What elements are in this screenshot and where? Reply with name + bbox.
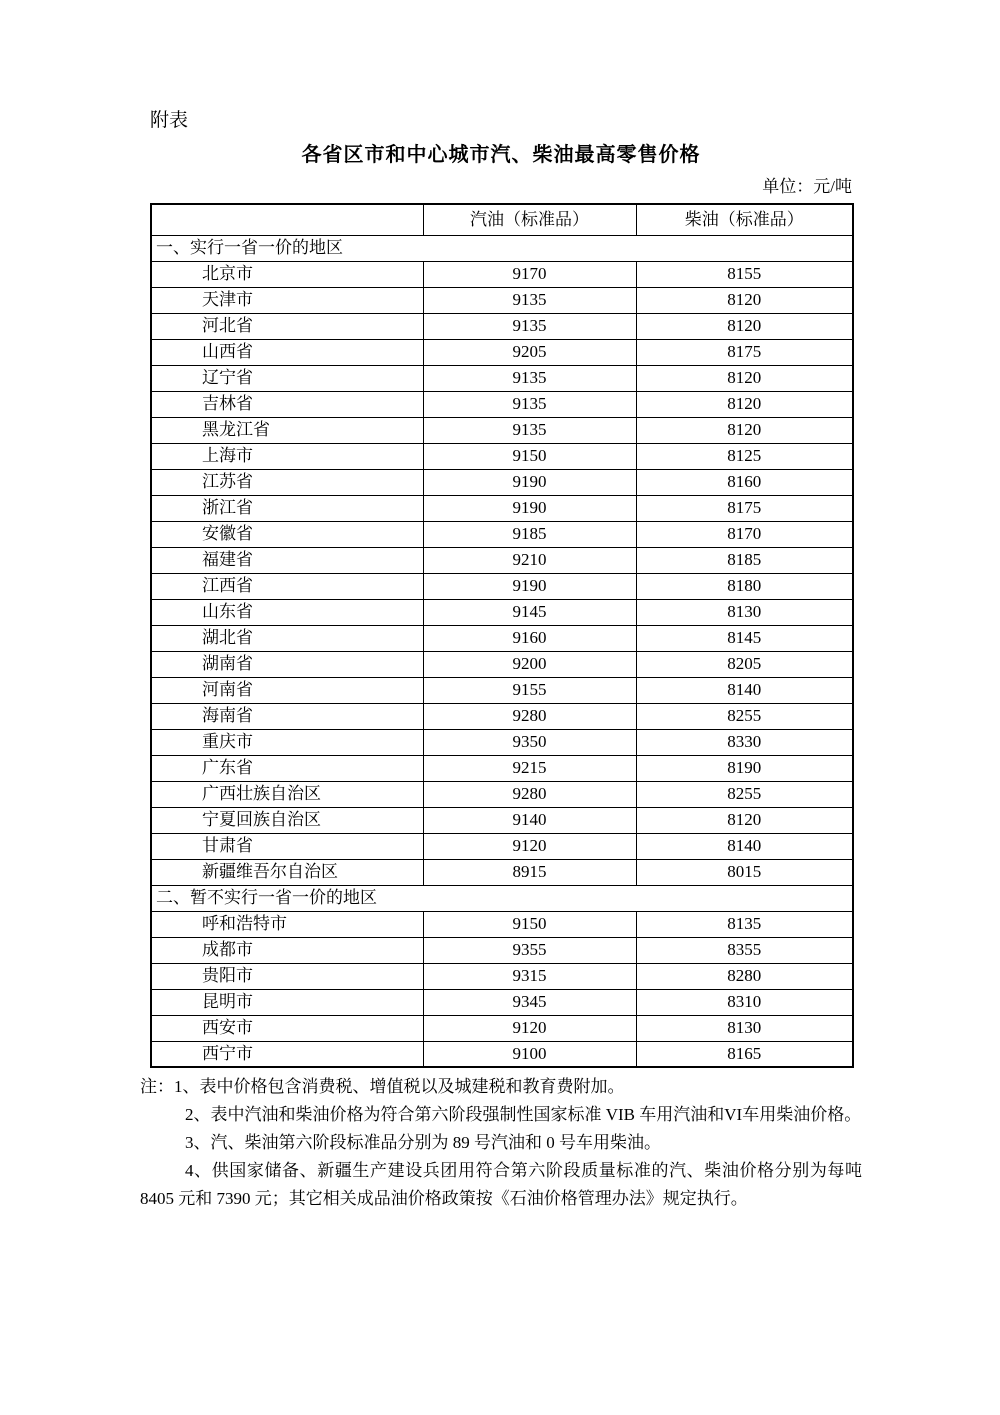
diesel-price-cell: 8310: [636, 989, 853, 1015]
region-cell: 西安市: [151, 1015, 423, 1041]
diesel-price-cell: 8190: [636, 755, 853, 781]
diesel-price-cell: 8165: [636, 1041, 853, 1067]
diesel-price-cell: 8175: [636, 339, 853, 365]
notes: [140, 1073, 862, 1213]
region-cell: 湖北省: [151, 625, 423, 651]
diesel-price-cell: 8160: [636, 469, 853, 495]
gasoline-price-cell: 9135: [423, 417, 636, 443]
region-cell: 呼和浩特市: [151, 911, 423, 937]
table-body: [151, 235, 853, 1067]
diesel-price-cell: 8355: [636, 937, 853, 963]
region-cell: 昆明市: [151, 989, 423, 1015]
table-row: [151, 391, 853, 417]
region-cell: 上海市: [151, 443, 423, 469]
table-row: [151, 807, 853, 833]
gasoline-price-cell: 9100: [423, 1041, 636, 1067]
appendix-label: 附表: [150, 110, 189, 131]
region-cell: 安徽省: [151, 521, 423, 547]
region-cell: 山西省: [151, 339, 423, 365]
note-line: 4、供国家储备、新疆生产建设兵团用符合第六阶段质量标准的汽、柴油价格分别为每吨 8405 元和 7390 元；其它相关成品油价格政策按《石油价格管理办法》规定执行。: [140, 1161, 862, 1208]
gasoline-price-cell: 9135: [423, 287, 636, 313]
region-cell: 河北省: [151, 313, 423, 339]
note-line: 3、汽、柴油第六阶段标准品分别为 89 号汽油和 0 号车用柴油。: [185, 1133, 661, 1152]
gasoline-price-cell: 9120: [423, 1015, 636, 1041]
table-row: [151, 521, 853, 547]
gasoline-price-cell: 9140: [423, 807, 636, 833]
diesel-price-cell: 8120: [636, 417, 853, 443]
region-cell: 海南省: [151, 703, 423, 729]
diesel-price-cell: 8280: [636, 963, 853, 989]
diesel-price-cell: 8120: [636, 287, 853, 313]
gasoline-price-cell: 9160: [423, 625, 636, 651]
region-cell: 福建省: [151, 547, 423, 573]
gasoline-column-header: 汽油（标准品）: [423, 204, 636, 235]
note-line: 2、表中汽油和柴油价格为符合第六阶段强制性国家标准 VIB 车用汽油和VI车用柴油价格。: [185, 1105, 862, 1124]
table-row: [151, 261, 853, 287]
region-cell: 天津市: [151, 287, 423, 313]
table-row: [151, 313, 853, 339]
table-row: [151, 417, 853, 443]
gasoline-price-cell: 9190: [423, 573, 636, 599]
gasoline-price-cell: 9315: [423, 963, 636, 989]
region-cell: 江西省: [151, 573, 423, 599]
table-row: [151, 833, 853, 859]
gasoline-price-cell: 9135: [423, 313, 636, 339]
table-row: [151, 1041, 853, 1067]
table-row: [151, 599, 853, 625]
table-row: [151, 937, 853, 963]
diesel-price-cell: 8170: [636, 521, 853, 547]
diesel-price-cell: 8140: [636, 677, 853, 703]
diesel-column-header: 柴油（标准品）: [636, 204, 853, 235]
region-cell: 吉林省: [151, 391, 423, 417]
gasoline-price-cell: 9170: [423, 261, 636, 287]
region-cell: 北京市: [151, 261, 423, 287]
gasoline-price-cell: 9200: [423, 651, 636, 677]
region-cell: 成都市: [151, 937, 423, 963]
diesel-price-cell: 8120: [636, 807, 853, 833]
gasoline-price-cell: 9155: [423, 677, 636, 703]
gasoline-price-cell: 9185: [423, 521, 636, 547]
table-row: [151, 703, 853, 729]
diesel-price-cell: 8175: [636, 495, 853, 521]
section-header-row: [151, 885, 853, 911]
diesel-price-cell: 8255: [636, 781, 853, 807]
table-row: [151, 287, 853, 313]
gasoline-price-cell: 9280: [423, 781, 636, 807]
region-cell: 重庆市: [151, 729, 423, 755]
diesel-price-cell: 8120: [636, 313, 853, 339]
gasoline-price-cell: 9190: [423, 495, 636, 521]
diesel-price-cell: 8140: [636, 833, 853, 859]
table-row: [151, 339, 853, 365]
region-cell: 河南省: [151, 677, 423, 703]
table-row: [151, 495, 853, 521]
region-column-header: [151, 204, 423, 235]
gasoline-price-cell: 9210: [423, 547, 636, 573]
gasoline-price-cell: 9190: [423, 469, 636, 495]
diesel-price-cell: 8185: [636, 547, 853, 573]
gasoline-price-cell: 9150: [423, 911, 636, 937]
diesel-price-cell: 8135: [636, 911, 853, 937]
region-cell: 江苏省: [151, 469, 423, 495]
table-row: [151, 781, 853, 807]
table-row: [151, 1015, 853, 1041]
gasoline-price-cell: 9280: [423, 703, 636, 729]
diesel-price-cell: 8180: [636, 573, 853, 599]
gasoline-price-cell: 9120: [423, 833, 636, 859]
table-row: [151, 729, 853, 755]
gasoline-price-cell: 9355: [423, 937, 636, 963]
table-row: [151, 547, 853, 573]
table-row: [151, 911, 853, 937]
price-table: [150, 203, 854, 1068]
gasoline-price-cell: 8915: [423, 859, 636, 885]
diesel-price-cell: 8120: [636, 365, 853, 391]
diesel-price-cell: 8130: [636, 1015, 853, 1041]
gasoline-price-cell: 9150: [423, 443, 636, 469]
region-cell: 西宁市: [151, 1041, 423, 1067]
region-cell: 甘肃省: [151, 833, 423, 859]
table-row: [151, 963, 853, 989]
region-cell: 辽宁省: [151, 365, 423, 391]
gasoline-price-cell: 9135: [423, 391, 636, 417]
diesel-price-cell: 8155: [636, 261, 853, 287]
table-row: [151, 573, 853, 599]
table-row: [151, 443, 853, 469]
table-row: [151, 365, 853, 391]
region-cell: 广西壮族自治区: [151, 781, 423, 807]
table-header-row: [151, 204, 853, 235]
diesel-price-cell: 8015: [636, 859, 853, 885]
gasoline-price-cell: 9205: [423, 339, 636, 365]
table-row: [151, 755, 853, 781]
table-row: [151, 677, 853, 703]
region-cell: 山东省: [151, 599, 423, 625]
gasoline-price-cell: 9350: [423, 729, 636, 755]
table-row: [151, 651, 853, 677]
diesel-price-cell: 8120: [636, 391, 853, 417]
region-cell: 湖南省: [151, 651, 423, 677]
diesel-price-cell: 8255: [636, 703, 853, 729]
diesel-price-cell: 8330: [636, 729, 853, 755]
table-row: [151, 859, 853, 885]
gasoline-price-cell: 9135: [423, 365, 636, 391]
diesel-price-cell: 8205: [636, 651, 853, 677]
diesel-price-cell: 8145: [636, 625, 853, 651]
table-row: [151, 469, 853, 495]
diesel-price-cell: 8125: [636, 443, 853, 469]
region-cell: 新疆维吾尔自治区: [151, 859, 423, 885]
diesel-price-cell: 8130: [636, 599, 853, 625]
gasoline-price-cell: 9145: [423, 599, 636, 625]
region-cell: 宁夏回族自治区: [151, 807, 423, 833]
section-label: 一、实行一省一价的地区: [151, 235, 853, 261]
section-label: 二、暂不实行一省一价的地区: [151, 885, 853, 911]
unit-label: 单位：元/吨: [762, 177, 852, 196]
table-row: [151, 989, 853, 1015]
page-title: 各省区市和中心城市汽、柴油最高零售价格: [301, 144, 701, 166]
region-cell: 浙江省: [151, 495, 423, 521]
region-cell: 广东省: [151, 755, 423, 781]
table-row: [151, 625, 853, 651]
gasoline-price-cell: 9215: [423, 755, 636, 781]
note-line: 注：1、表中价格包含消费税、增值税以及城建税和教育费附加。: [140, 1077, 625, 1096]
gasoline-price-cell: 9345: [423, 989, 636, 1015]
region-cell: 贵阳市: [151, 963, 423, 989]
region-cell: 黑龙江省: [151, 417, 423, 443]
section-header-row: [151, 235, 853, 261]
